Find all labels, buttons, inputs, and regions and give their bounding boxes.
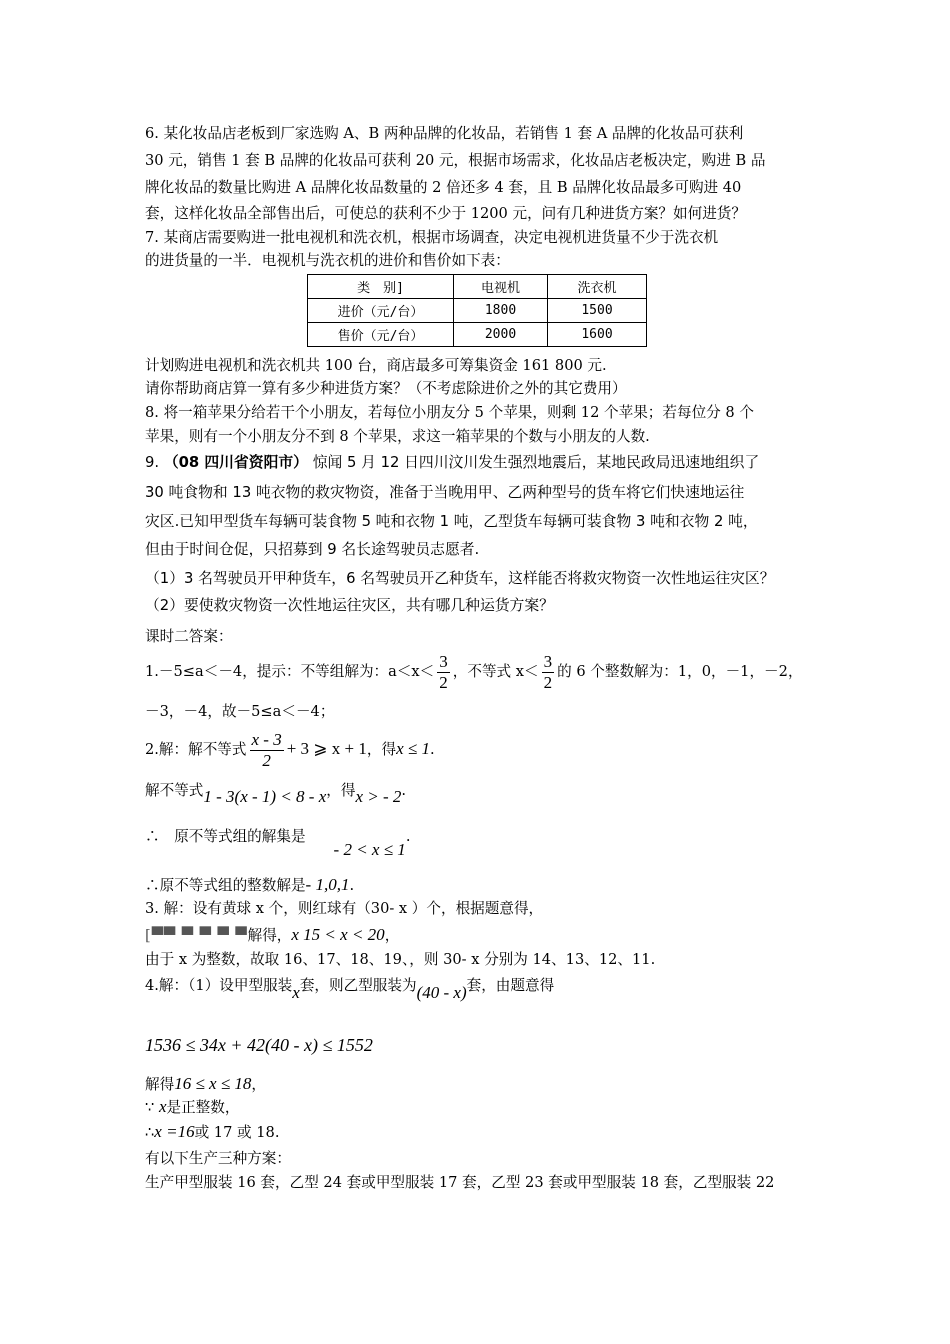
answer-2-label-2: 解不等式 (145, 782, 204, 799)
answer-2-period-2: . (401, 782, 407, 799)
price-table-header-row (308, 275, 647, 299)
answer-4-text-a: 4.解：（1）设甲型服装 (145, 977, 293, 994)
integer-solutions-label: ∴原不等式组的整数解是 (145, 877, 306, 894)
q6-line-3: 牌化妆品的数量比购进 A 品牌化妆品数量的 2 倍还多 4 套，且 B 品牌化妆品最多可购进 40 (145, 179, 742, 196)
table-cell: 2000 (454, 323, 548, 347)
price-table (307, 274, 647, 347)
answer-2-text: ，得 (366, 741, 397, 758)
fraction-three-halves: $\frac{3}{2}$ (439, 651, 448, 692)
answers-heading: 课时二答案： (145, 628, 233, 645)
variable-x: x (158, 1097, 167, 1116)
answer-4-line-1 (145, 975, 555, 1002)
answer-1-text-b: ，不等式 x＜ (452, 663, 539, 680)
fraction-x-minus-3-over-2: $\frac{x - 3}{2}$ (251, 729, 282, 770)
answer-1-text-c: 的 6 个整数解为：1，0，－1，－2， (557, 663, 803, 680)
solution-set: - 2 < x ≤ 1 (333, 840, 406, 859)
answer-2-line-3 (145, 826, 411, 859)
answer-4-line-5 (145, 1122, 279, 1143)
answer-3-range: x 15 < x < 20 (291, 925, 385, 944)
q7-line-4: 请你帮助商店算一算有多少种进货方案？（不考虑除进价之外的其它费用） (145, 380, 627, 397)
answer-2-period-3: . (405, 828, 411, 845)
answer-4-line-7: 生产甲型服装 16 套，乙型 24 套或甲型服装 17 套，乙型 23 套或甲型服装 18 套，乙型服装 22 (145, 1174, 775, 1191)
fraction-three-halves: $\frac{3}{2}$ (543, 651, 553, 692)
answer-4-line-3 (145, 1074, 266, 1095)
q9-source: （08 四川省资阳市） (163, 454, 308, 471)
answer-3-text: 解得， (247, 927, 292, 944)
table-row (308, 299, 647, 323)
q8-line-1: 8. 将一箱苹果分给若干个小朋友，若每位小朋友分 5 个苹果，则剩 12 个苹果；若每位分 8 个 (145, 404, 754, 421)
integer-solutions: - 1,0,1 (305, 875, 350, 894)
answer-4-solve-label: 解得 (145, 1076, 175, 1093)
answer-2-label: 2.解：解不等式 (145, 741, 247, 758)
answer-4-line-6: 有以下生产三种方案： (145, 1150, 291, 1167)
variable-x: x (292, 983, 300, 1002)
q9-line-3: 灾区.已知甲型货车每辆可装食物 5 吨和衣物 1 吨，乙型货车每辆可装食物 3 吨和衣物 2 吨， (145, 513, 758, 530)
answer-2-line-4 (145, 875, 354, 896)
answer-4-inequality: 1536 ≤ 34x + 42(40 - x) ≤ 1552 (145, 1035, 373, 1055)
solution-set-label: ∴ 原不等式组的解集是 (145, 828, 306, 845)
answer-2-period: . (429, 741, 435, 758)
answer-2-period-4: . (349, 877, 355, 894)
table-row (308, 323, 647, 347)
answer-3-line-2 (145, 925, 399, 946)
q9-line-1-text: 惊闻 5 月 12 日四川汶川发生强烈地震后，某地民政局迅速地组织了 (312, 454, 760, 471)
answer-1-line-1 (145, 650, 803, 694)
therefore-symbol: ∴ (145, 1124, 155, 1141)
answer-2-text-2: ，得 (326, 782, 356, 799)
answer-3-line-1: 3. 解：设有黄球 x 个，则红球有（30- x ）个，根据题意得， (145, 900, 544, 917)
answer-4-values-rest: 或 17 或 18. (194, 1124, 280, 1141)
answer-1-line-2: －3，－4，故－5≤a＜－4； (145, 703, 335, 720)
table-header-tv: 电视机 (454, 275, 548, 299)
answer-4-text-c: 套，由题意得 (466, 977, 555, 994)
q9-line-1 (145, 453, 759, 473)
answer-4-values: x =16 (154, 1122, 195, 1141)
inequality-result: x ≤ 1 (396, 739, 430, 758)
q9-sub-1: （1）3 名驾驶员开甲种货车，6 名驾驶员开乙种货车，这样能否将救灾物资一次性地运往灾区？ (145, 570, 775, 587)
answer-4-comma: ， (251, 1076, 267, 1093)
q7-line-1: 7. 某商店需要购进一批电视机和洗衣机，根据市场调查，决定电视机进货量不少于洗衣机 (145, 229, 719, 246)
q6-line-1: 6. 某化妆品店老板到厂家选购 A、B 两种品牌的化妆品，若销售 1 套 A 品牌的化妆品可获利 (145, 125, 744, 142)
expression-40-minus-x: (40 - x) (416, 983, 467, 1002)
table-cell: 1600 (548, 323, 647, 347)
table-header-category: 类 别] (308, 275, 454, 299)
answer-3-comma: ， (384, 927, 400, 944)
table-cell: 1800 (454, 299, 548, 323)
q8-line-2: 苹果，则有一个小朋友分不到 8 个苹果，求这一箱苹果的个数与小朋友的人数. (145, 428, 650, 445)
because-symbol: ∵ (145, 1099, 155, 1116)
q6-line-2: 30 元，销售 1 套 B 品牌的化妆品可获利 20 元，根据市场需求，化妆品店老板决定，购进 B 品 (145, 152, 766, 169)
q6-line-4: 套，这样化妆品全部售出后，可使总的获利不少于 1200 元，问有几种进货方案？如何进货？ (145, 205, 746, 222)
answer-1-text-a: 1.－5≤a＜－4，提示：不等组解为：a＜x＜ (145, 663, 435, 680)
q9-line-4: 但由于时间仓促，只招募到 9 名长途驾驶员志愿者. (145, 541, 480, 558)
answer-4-line-4 (145, 1097, 239, 1118)
inequality-expression-2: 1 - 3(x - 1) < 8 - x (203, 787, 327, 806)
table-cell: 进价（元/台） (308, 299, 454, 323)
q9-line-2: 30 吨食物和 13 吨衣物的救灾物资，准备于当晚用甲、乙两种型号的货车将它们快速地运往 (145, 484, 745, 501)
q7-line-3: 计划购进电视机和洗衣机共 100 台，商店最多可筹集资金 161 800 元. (145, 357, 607, 374)
inequality-result-2: x > - 2 (355, 787, 402, 806)
table-cell: 1500 (548, 299, 647, 323)
answer-3-line-3: 由于 x 为整数，故取 16、17、18、19、，则 30- x 分别为 14、13、12、11. (145, 951, 656, 968)
answer-2-line-2 (145, 780, 407, 806)
answer-4-positive-integer: 是正整数， (166, 1099, 240, 1116)
inequality-expression: + 3 ⩾ x + 1 (286, 739, 367, 758)
q9-number: 9. (145, 454, 160, 471)
answer-4-range: 16 ≤ x ≤ 18 (174, 1074, 252, 1093)
table-cell: 售价（元/台） (308, 323, 454, 347)
q7-line-2: 的进货量的一半．电视机与洗衣机的进价和售价如下表： (145, 252, 510, 269)
q9-sub-2: （2）要使救灾物资一次性地运往灾区，共有哪几种运货方案？ (145, 597, 554, 614)
answer-4-text-b: 套，则乙型服装为 (299, 977, 417, 994)
garbled-equation: [▀▀ ▀ ▀ ▀ ▀ (145, 927, 248, 944)
answer-2-line-1 (145, 727, 435, 772)
table-header-washer: 洗衣机 (548, 275, 647, 299)
